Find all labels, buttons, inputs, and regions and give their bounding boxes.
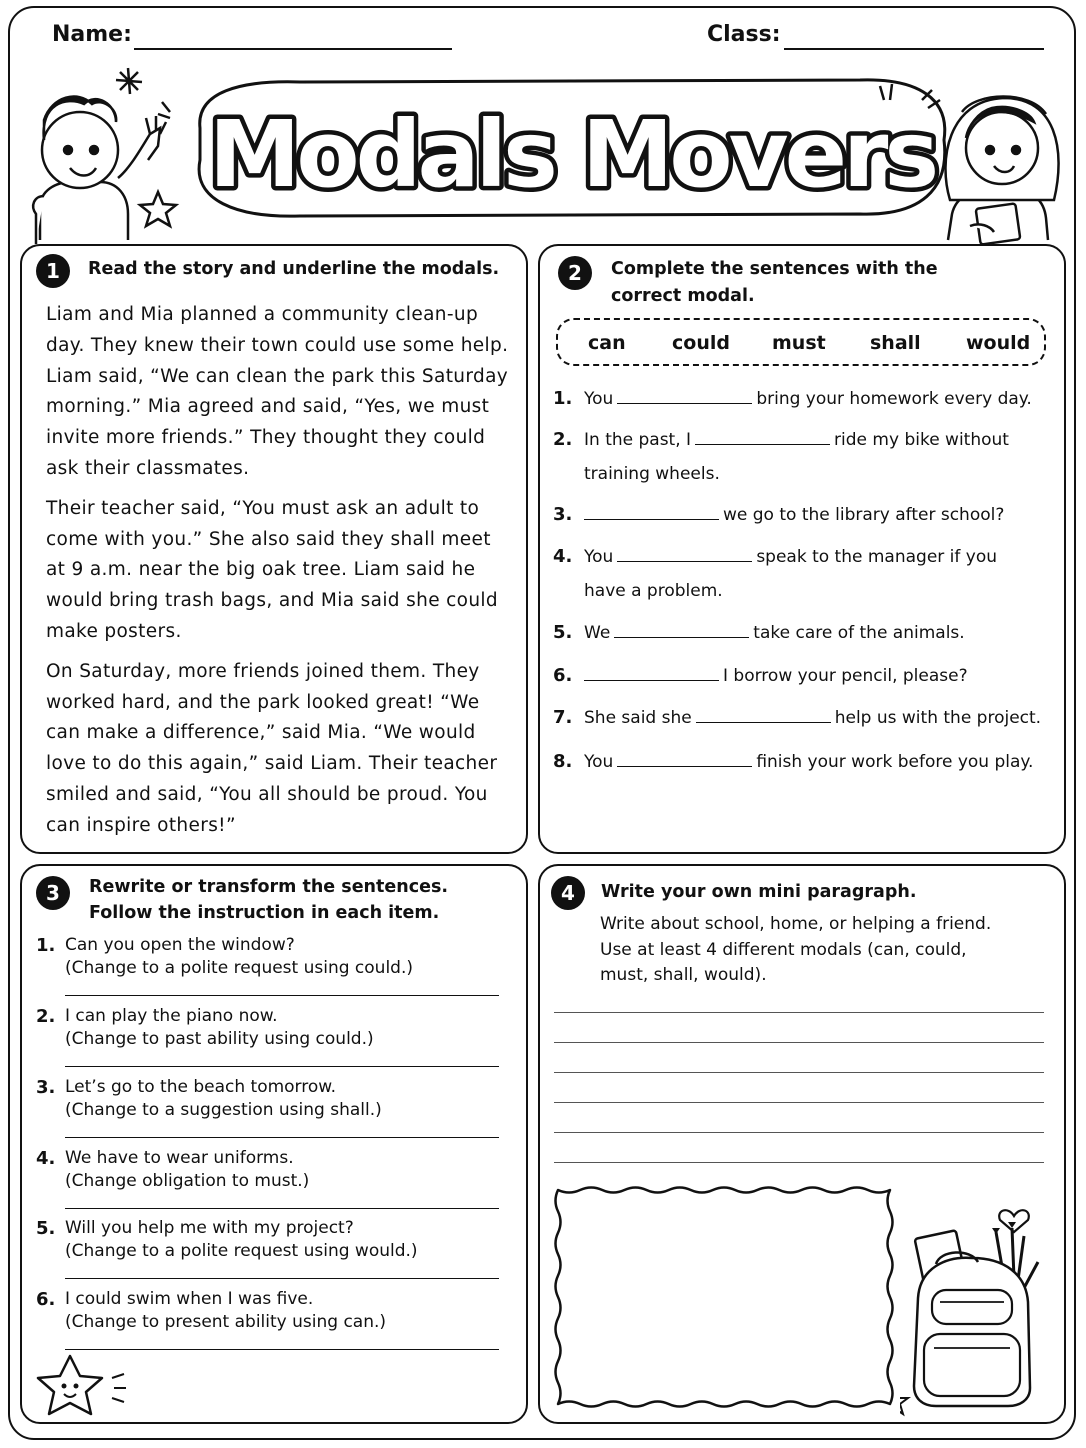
word-bank-item: must xyxy=(772,332,826,354)
section3-title: Rewrite or transform the sentences. Follow the instruction in each item. xyxy=(89,877,449,923)
answer-blank[interactable] xyxy=(584,679,719,681)
word-bank-item: shall xyxy=(870,332,921,354)
section4-title: Write your own mini paragraph. xyxy=(601,882,917,902)
word-bank xyxy=(556,318,1046,366)
answer-line[interactable] xyxy=(65,995,499,996)
word-bank-item: can xyxy=(588,332,626,354)
star-icon xyxy=(28,1352,138,1422)
answer-blank[interactable] xyxy=(584,518,719,520)
answer-line[interactable] xyxy=(65,1278,499,1279)
worksheet-title: Modals Movers xyxy=(208,101,936,208)
answer-line[interactable] xyxy=(65,1066,499,1067)
writing-line[interactable] xyxy=(554,1162,1044,1163)
story-paragraph: Liam and Mia planned a community clean-up day. They knew their town could use some help. Liam said, “We can clean the park this Saturday morning.” Mia agreed and said, “Yes, we must invite more friends.” They thought they could ask their classmates. xyxy=(46,304,509,479)
story-paragraph: On Saturday, more friends joined them. They worked hard, and the park looked great! “We can make a difference,” said Mia. “We would love to do this again,” said Liam. Their teacher smiled and said, “You all should be proud. You can inspire others!” xyxy=(46,660,498,836)
girl-illustration xyxy=(945,97,1058,245)
writing-line[interactable] xyxy=(554,1042,1044,1043)
section2-title: Complete the sentences with the correct modal. xyxy=(611,259,938,306)
writing-line[interactable] xyxy=(554,1132,1044,1133)
answer-blank[interactable] xyxy=(617,765,752,767)
section4-instructions: Write about school, home, or helping a friend. Use at least 4 different modals (can, could, must, shall, would). xyxy=(600,914,992,985)
story-text xyxy=(46,300,516,851)
answer-blank[interactable] xyxy=(614,636,749,638)
backpack-illustration xyxy=(900,1192,1060,1418)
answer-blank[interactable] xyxy=(617,402,752,404)
section1-title: Read the story and underline the modals. xyxy=(88,259,500,279)
writing-line[interactable] xyxy=(554,1012,1044,1013)
title-banner xyxy=(0,0,1086,250)
heart-icon xyxy=(999,1210,1029,1232)
section-number-1: 1 xyxy=(36,254,70,288)
answer-blank[interactable] xyxy=(617,560,752,562)
answer-blank[interactable] xyxy=(695,443,830,445)
star-icon xyxy=(140,192,176,226)
answer-blank[interactable] xyxy=(696,721,831,723)
word-bank-item: would xyxy=(966,332,1031,354)
answer-line[interactable] xyxy=(65,1137,499,1138)
section-number-4: 4 xyxy=(551,876,585,910)
star-icon xyxy=(900,1388,908,1414)
writing-line[interactable] xyxy=(554,1072,1044,1073)
name-label: Name: xyxy=(52,22,132,47)
answer-line[interactable] xyxy=(65,1208,499,1209)
section-number-3: 3 xyxy=(36,876,70,910)
word-bank-item: could xyxy=(672,332,730,354)
class-label: Class: xyxy=(707,22,781,47)
answer-line[interactable] xyxy=(65,1349,499,1350)
story-paragraph: Their teacher said, “You must ask an adult to come with you.” She also said they shall meet at 9 a.m. near the big oak tree. Liam said he would bring trash bags, and Mia said she could make posters. xyxy=(46,497,499,642)
drawing-box[interactable] xyxy=(550,1182,900,1414)
writing-line[interactable] xyxy=(554,1102,1044,1103)
section-number-2: 2 xyxy=(558,256,592,290)
